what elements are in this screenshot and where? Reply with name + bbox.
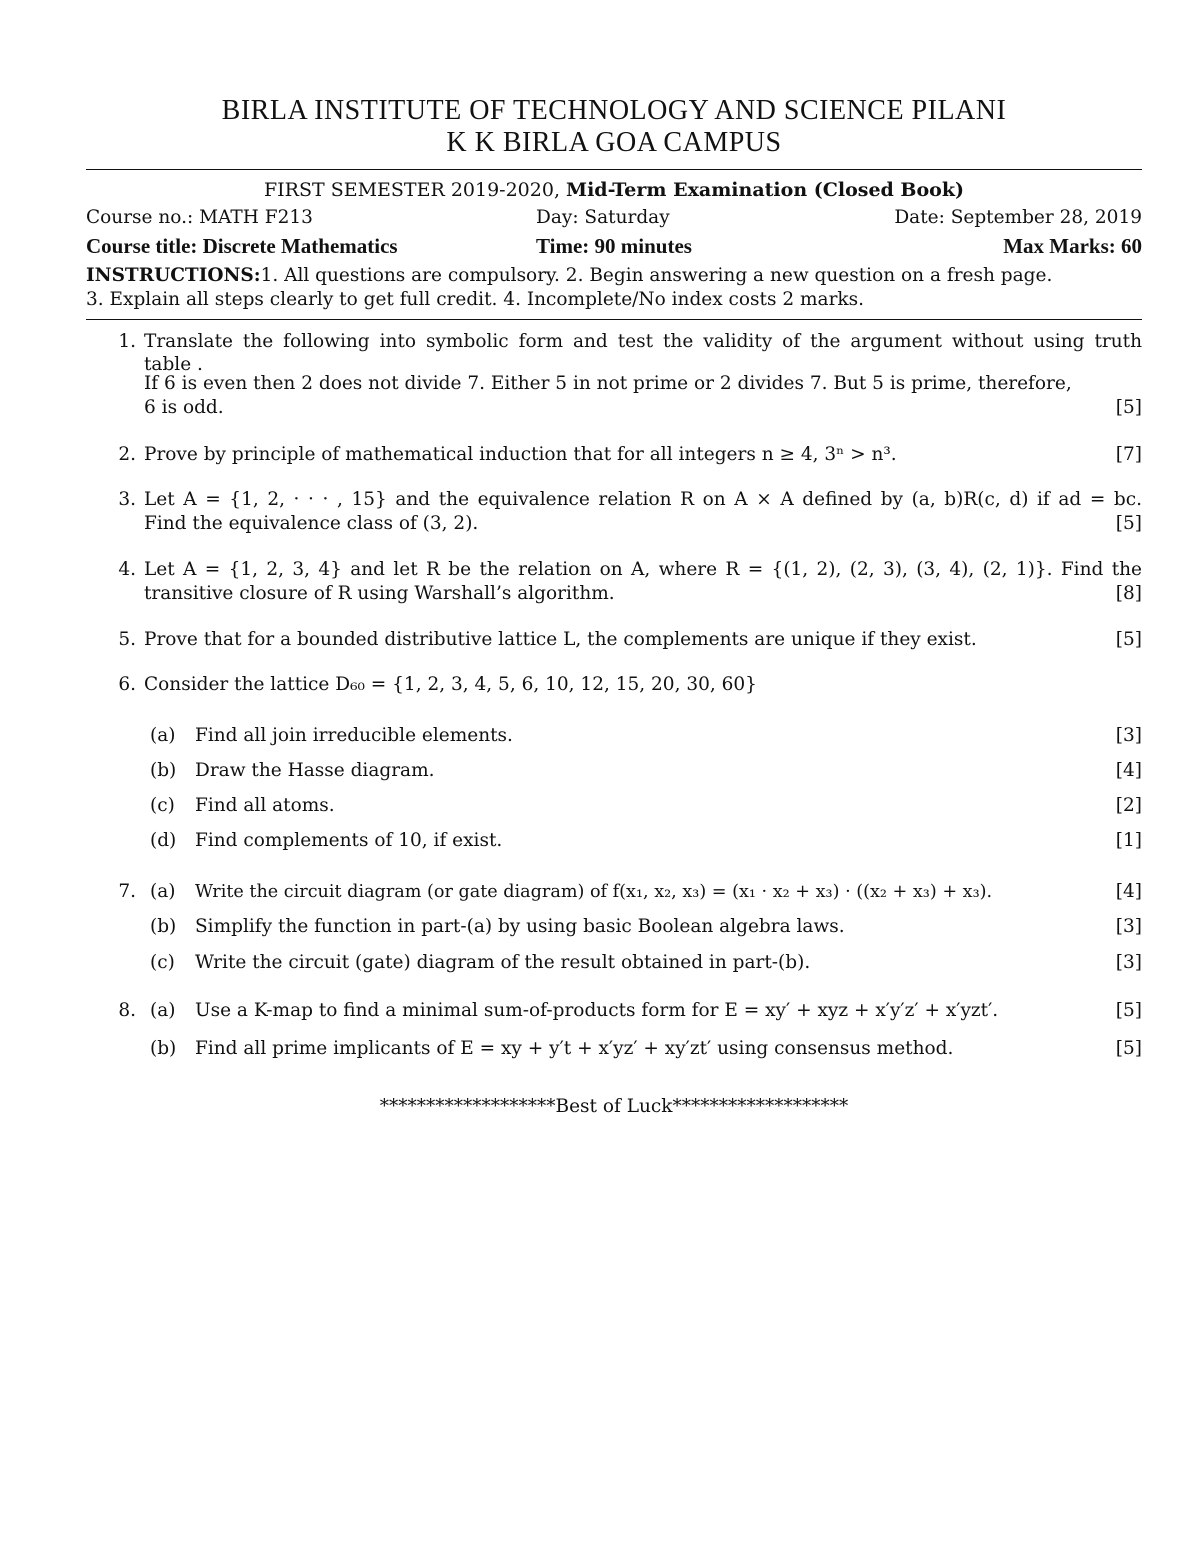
question-number: 3. [118,489,136,510]
instructions [86,264,1142,312]
max-marks: Max Marks: 60 [1003,234,1142,258]
question-text: transitive closure of R using Warshall’s algorithm. [144,583,615,604]
question-text: 6 is odd. [144,397,224,418]
part-marks: [4] [1115,760,1142,781]
course-title-row [86,232,1142,260]
question-text: Find the equivalence class of (3, 2). [144,513,479,534]
part-label: (a) [150,1000,176,1021]
question-text: Prove by principle of mathematical induction that for all integers n ≥ 4, 3ⁿ > n³. [144,444,897,465]
question-text: Let A = {1, 2, 3, 4} and let R be the relation on A, where R = {(1, 2), (2, 3), (3, 4), (2, 1)}. Find the [144,559,1142,580]
question-7-part-b [150,915,1142,939]
question-6-part-b [150,759,1142,783]
institute-name: BIRLA INSTITUTE OF TECHNOLOGY AND SCIENCE PILANI [221,95,1007,126]
course-title: Course title: Discrete Mathematics [86,234,398,258]
course-number: Course no.: MATH F213 [86,207,313,228]
course-info-row [86,204,1142,232]
part-text: Use a K-map to find a minimal sum-of-products form for E = xy′ + xyz + x′y′z′ + x′yzt′. [195,1000,999,1021]
part-text: Find complements of 10, if exist. [195,830,503,851]
question-8-part-a [150,999,1142,1023]
question-number: 1. [118,331,136,352]
part-label: (b) [150,916,177,937]
semester-line [86,176,1142,204]
instructions-label: INSTRUCTIONS: [86,265,261,286]
exam-type: Mid-Term Examination (Closed Book) [566,179,964,201]
exam-page [86,0,1142,1117]
part-text: Write the circuit diagram (or gate diagram) of f(x₁, x₂, x₃) = (x₁ · x₂ + x₃) · ((x₂ + x₃) + x₃). [195,882,993,902]
instructions-line-1: 1. All questions are compulsory. 2. Begin answering a new question on a fresh page. [260,265,1053,286]
question-text: table . [144,354,203,375]
part-marks: [4] [1115,881,1142,902]
question-marks: [7] [1115,444,1142,465]
part-label: (a) [150,881,176,902]
best-of-luck-footer: *******************Best of Luck******************* [379,1096,849,1117]
question-number: 8. [118,1000,136,1021]
part-marks: [3] [1115,725,1142,746]
part-marks: [5] [1115,1000,1142,1021]
part-label: (c) [150,952,175,973]
campus-name: K K BIRLA GOA CAMPUS [446,127,782,158]
part-label: (b) [150,760,177,781]
part-marks: [2] [1115,795,1142,816]
part-marks: [3] [1115,916,1142,937]
question-text: Consider the lattice D₆₀ = {1, 2, 3, 4, 5, 6, 10, 12, 15, 20, 30, 60} [144,674,757,695]
instructions-line-2: 3. Explain all steps clearly to get full credit. 4. Incomplete/No index costs 2 marks. [86,289,865,310]
question-number: 2. [118,444,136,465]
part-label: (d) [150,830,177,851]
question-8-part-b [150,1037,1142,1061]
question-number: 7. [118,881,136,902]
semester-text: FIRST SEMESTER 2019-2020, [263,179,567,201]
question-7-part-c [150,951,1142,975]
part-text: Draw the Hasse diagram. [195,760,435,781]
question-text: If 6 is even then 2 does not divide 7. Either 5 in not prime or 2 divides 7. But 5 is prime, therefore, [144,373,1072,394]
exam-date: Date: September 28, 2019 [894,207,1142,228]
question-6-part-c [150,794,1142,818]
part-marks: [5] [1115,1038,1142,1059]
question-6-part-d [150,829,1142,853]
question-number: 4. [118,559,136,580]
question-marks: [5] [1115,513,1142,534]
part-text: Simplify the function in part-(a) by using basic Boolean algebra laws. [195,916,845,937]
question-number: 6. [118,674,136,695]
question-text: Translate the following into symbolic form and test the validity of the argument without using truth [144,331,1142,352]
question-marks: [5] [1115,629,1142,650]
question-marks: [5] [1115,397,1142,418]
question-text: Prove that for a bounded distributive lattice L, the complements are unique if they exist. [144,629,977,650]
part-text: Find all atoms. [195,795,335,816]
question-6-part-a [150,724,1142,748]
part-marks: [1] [1115,830,1142,851]
question-marks: [8] [1115,583,1142,604]
part-text: Write the circuit (gate) diagram of the result obtained in part-(b). [195,952,811,973]
part-label: (a) [150,725,176,746]
instructions-divider [86,319,1142,320]
part-label: (b) [150,1038,177,1059]
question-text-last [144,396,1142,420]
header-divider [86,169,1142,170]
exam-day: Day: Saturday [536,207,670,228]
part-text: Find all join irreducible elements. [195,725,513,746]
exam-time: Time: 90 minutes [536,234,692,258]
question-text: Let A = {1, 2, · · · , 15} and the equivalence relation R on A × A defined by (a, b)R(c, d) if ad = bc. [144,489,1142,510]
question-7-part-a [150,880,1142,904]
part-label: (c) [150,795,175,816]
question-number: 5. [118,629,136,650]
part-marks: [3] [1115,952,1142,973]
part-text: Find all prime implicants of E = xy + y′t + x′yz′ + xy′zt′ using consensus method. [195,1038,954,1059]
